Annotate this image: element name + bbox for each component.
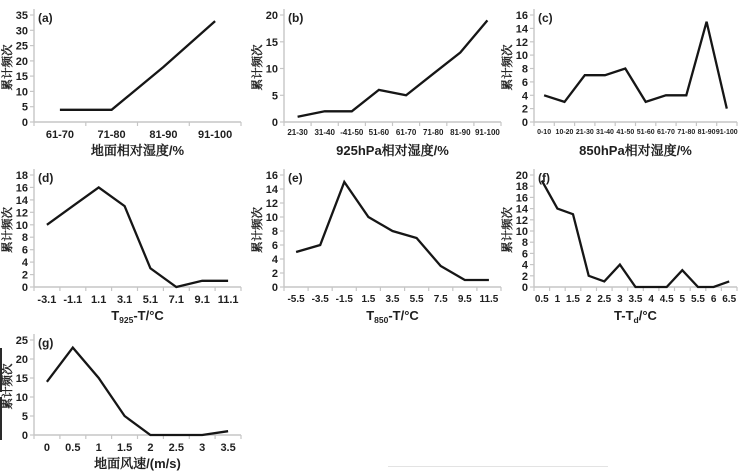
x-tick-label: -41-50 — [340, 128, 364, 137]
y-axis-title: 累计频次 — [502, 44, 514, 91]
x-tick-label: 71-80 — [422, 128, 444, 137]
x-tick-label: 7.1 — [168, 294, 184, 306]
y-tick-label: 8 — [21, 232, 28, 245]
y-axis-title: 累计频次 — [502, 207, 514, 253]
panel-label: (e) — [288, 171, 303, 185]
x-tick-label: 9.5 — [457, 294, 472, 305]
y-tick-label: 14 — [515, 203, 528, 216]
y-tick-label: 25 — [15, 335, 28, 347]
y-tick-label: 0 — [521, 117, 528, 129]
y-tick-label: 15 — [265, 36, 278, 49]
panel-label: (f) — [538, 171, 550, 185]
x-tick-label: 81-90 — [149, 129, 178, 141]
y-tick-label: 8 — [271, 226, 278, 238]
line-chart-e — [250, 160, 510, 325]
x-tick-label: 2.5 — [597, 294, 612, 305]
x-tick-label: 4.5 — [659, 294, 674, 305]
x-tick-label: 61-70 — [45, 129, 74, 141]
data-series-line — [47, 187, 228, 287]
y-tick-label: 6 — [271, 240, 278, 252]
x-tick-label: 21-30 — [575, 129, 594, 136]
x-axis-title: $T-T_d/^\circ C$ — [614, 308, 657, 325]
y-tick-label: 5 — [21, 101, 28, 114]
x-tick-label: 5.5 — [409, 294, 424, 305]
x-tick-label: 7.5 — [433, 294, 448, 305]
x-tick-label: -5.5 — [287, 294, 305, 305]
y-tick-label: 12 — [515, 214, 528, 227]
y-tick-label: 4 — [521, 90, 528, 103]
panel-label: (d) — [38, 171, 54, 185]
x-tick-label: 21-30 — [287, 128, 308, 137]
y-tick-label: 10 — [515, 226, 528, 238]
y-tick-label: 5 — [271, 90, 278, 103]
chart-panel-g — [0, 325, 250, 473]
y-tick-label: 5 — [21, 411, 28, 423]
y-tick-label: 2 — [271, 268, 278, 280]
y-tick-label: 2 — [521, 270, 528, 283]
data-series-line — [542, 181, 729, 287]
x-tick-label: -3.1 — [37, 294, 57, 306]
y-tick-label: 6 — [521, 76, 528, 89]
y-axis-title: 累计频次 — [252, 207, 264, 253]
y-tick-label: 16 — [265, 170, 278, 182]
data-series-line — [296, 182, 489, 280]
x-tick-label: 0.5 — [65, 442, 81, 454]
y-tick-label: 30 — [15, 25, 28, 38]
y-tick-label: 8 — [521, 237, 528, 250]
y-tick-label: 10 — [15, 219, 28, 232]
y-tick-label: 4 — [521, 259, 528, 272]
scan-edge-artifact-bottom — [0, 397, 2, 440]
x-tick-label: 81-90 — [450, 128, 471, 137]
x-tick-label: 1.5 — [116, 442, 133, 454]
y-tick-label: 10 — [15, 86, 28, 99]
y-axis-title: 累计频次 — [2, 44, 14, 91]
panel-label: (g) — [38, 336, 54, 350]
y-tick-label: 20 — [15, 354, 28, 366]
line-chart-a — [0, 0, 250, 160]
data-series-line — [544, 22, 727, 109]
x-tick-label: 61-70 — [656, 129, 675, 136]
x-tick-label: 11.5 — [479, 294, 499, 305]
x-tick-label: 5.5 — [691, 294, 705, 305]
y-tick-label: 25 — [15, 40, 28, 53]
y-tick-label: 20 — [15, 55, 28, 68]
x-tick-label: 2.5 — [168, 442, 184, 454]
y-tick-label: 10 — [15, 392, 28, 404]
x-axis-title: 地面风速/(m/s) — [94, 456, 181, 471]
y-tick-label: 0 — [21, 117, 28, 129]
y-tick-label: 20 — [265, 10, 278, 22]
x-tick-label: 1 — [95, 442, 102, 454]
y-tick-label: 14 — [265, 184, 278, 196]
chart-panel-a — [0, 0, 250, 160]
x-tick-label: -1.1 — [63, 294, 83, 306]
x-tick-label: 41-50 — [616, 129, 635, 136]
y-tick-label: 18 — [15, 170, 28, 182]
y-tick-label: 15 — [15, 71, 28, 84]
chart-panel-d — [0, 160, 250, 325]
x-tick-label: 31-40 — [596, 129, 614, 136]
x-tick-label: 3.5 — [220, 442, 236, 454]
data-series-line — [298, 20, 488, 116]
x-tick-label: 4 — [648, 294, 654, 305]
y-tick-label: 6 — [21, 244, 28, 257]
x-tick-label: 1.5 — [361, 294, 376, 305]
x-tick-label: -3.5 — [311, 294, 329, 305]
y-tick-label: 35 — [15, 10, 28, 22]
x-tick-label: 6 — [710, 294, 717, 305]
x-tick-label: 31-40 — [314, 128, 335, 137]
x-tick-label: 3.5 — [385, 294, 400, 305]
y-tick-label: 8 — [521, 63, 528, 76]
x-tick-label: 0-10 — [537, 129, 552, 136]
x-tick-label: 5.1 — [142, 294, 159, 306]
x-tick-label: 2 — [585, 294, 592, 305]
y-tick-label: 10 — [515, 50, 528, 63]
chart-panel-b — [250, 0, 510, 160]
y-tick-label: 0 — [21, 282, 28, 294]
y-tick-label: 4 — [271, 254, 278, 266]
y-tick-label: 10 — [265, 63, 278, 76]
y-tick-label: 12 — [15, 207, 28, 220]
data-series-line — [60, 21, 215, 110]
x-axis-title: $T_{850}-T/^\circ C$ — [366, 308, 419, 325]
y-tick-label: 6 — [521, 248, 528, 261]
y-tick-label: 12 — [265, 198, 278, 210]
y-tick-label: 0 — [21, 430, 28, 442]
y-tick-label: 0 — [271, 117, 278, 129]
x-tick-label: 3 — [199, 442, 206, 454]
y-axis-title: 累计频次 — [2, 363, 14, 410]
y-axis-title: 累计频次 — [252, 44, 264, 91]
x-tick-label: 51-60 — [368, 128, 390, 137]
y-tick-label: 10 — [265, 212, 278, 224]
x-tick-label: 91-100 — [197, 129, 233, 141]
x-tick-label: 10-20 — [555, 129, 574, 136]
data-series-line — [47, 348, 228, 435]
y-tick-label: 14 — [515, 23, 528, 36]
y-tick-label: 16 — [515, 192, 528, 205]
x-tick-label: 81-90 — [697, 129, 716, 136]
y-tick-label: 15 — [15, 373, 28, 385]
x-tick-label: 51-60 — [636, 129, 655, 136]
x-tick-label: 9.1 — [194, 294, 210, 306]
chart-panel-c — [500, 0, 746, 160]
y-tick-label: 16 — [515, 10, 528, 22]
x-tick-label: 6.5 — [722, 294, 737, 305]
x-tick-label: 0.5 — [534, 294, 549, 305]
x-tick-label: 5 — [679, 294, 686, 305]
x-tick-label: 61-70 — [395, 128, 417, 137]
panel-label: (c) — [538, 11, 553, 25]
bottom-hairline-artifact — [388, 466, 608, 467]
line-chart-f — [500, 160, 746, 325]
x-tick-label: 1 — [554, 294, 561, 305]
y-tick-label: 20 — [515, 170, 528, 182]
y-tick-label: 4 — [21, 257, 28, 270]
x-tick-label: 2 — [147, 442, 154, 454]
x-tick-label: 71-80 — [677, 129, 696, 136]
x-tick-label: 91-100 — [715, 129, 738, 136]
line-chart-d — [0, 160, 250, 325]
x-axis-title: $T_{925}-T/^\circ C$ — [111, 308, 164, 325]
y-tick-label: 0 — [271, 282, 278, 294]
x-tick-label: -1.5 — [335, 294, 353, 305]
scan-edge-artifact-top — [0, 348, 2, 392]
y-tick-label: 0 — [521, 282, 528, 294]
x-tick-label: 3 — [617, 294, 623, 305]
y-tick-label: 14 — [15, 194, 28, 207]
chart-panel-e — [250, 160, 510, 325]
x-tick-label: 1.5 — [566, 294, 580, 305]
x-tick-label: 11.1 — [217, 294, 239, 306]
x-axis-title: 地面相对湿度/% — [90, 143, 185, 158]
y-axis-title: 累计频次 — [2, 207, 14, 253]
y-tick-label: 18 — [515, 181, 528, 194]
x-tick-label: 71-80 — [97, 129, 126, 141]
panel-label: (a) — [38, 11, 53, 25]
x-tick-label: 0 — [43, 442, 50, 454]
x-tick-label: 91-100 — [474, 128, 500, 137]
x-tick-label: 3.5 — [628, 294, 643, 305]
line-chart-c — [500, 0, 746, 160]
x-tick-label: 1.1 — [91, 294, 107, 306]
y-tick-label: 16 — [15, 182, 28, 195]
x-axis-title: 850hPa相对湿度/% — [579, 143, 692, 158]
y-tick-label: 2 — [21, 269, 28, 282]
y-tick-label: 2 — [521, 103, 528, 116]
x-tick-label: 3.1 — [116, 294, 133, 306]
x-axis-title: 925hPa相对湿度/% — [336, 143, 449, 158]
chart-panel-f — [500, 160, 746, 325]
y-tick-label: 12 — [515, 36, 528, 49]
panel-label: (b) — [288, 11, 304, 25]
line-chart-g — [0, 325, 250, 473]
line-chart-b — [250, 0, 510, 160]
